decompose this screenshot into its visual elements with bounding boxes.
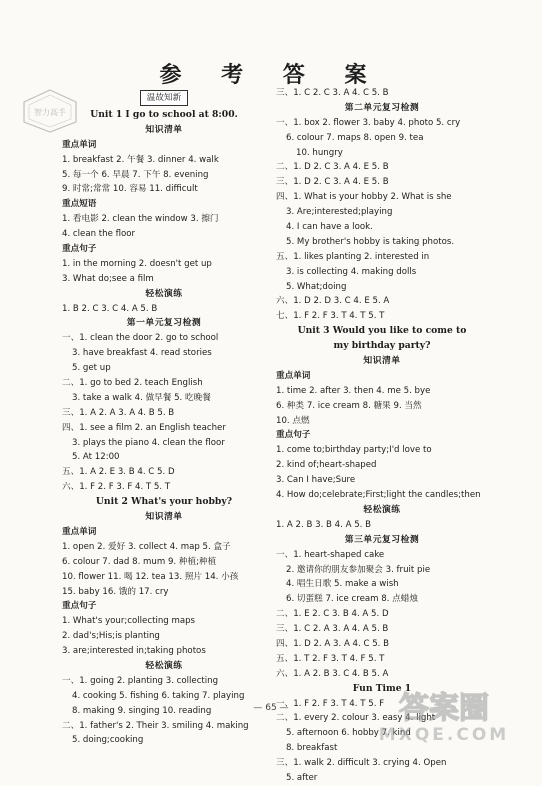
- answer-line: 三、1. C 2. A 3. A 4. A 5. B: [276, 624, 389, 635]
- answer-line: 二、1. D 2. C 3. A 4. E 5. B: [276, 162, 389, 173]
- category-label: 重点句子: [62, 244, 97, 255]
- section-subheading: 第二单元复习检测: [344, 102, 420, 113]
- section-subheading: 知识清单: [145, 124, 183, 135]
- page-title: 参 考 答 案: [159, 62, 383, 88]
- answer-line: 五、1. A 2. E 3. B 4. C 5. D: [62, 467, 175, 478]
- answer-line: 三、1. C 2. C 3. A 4. C 5. B: [276, 88, 389, 98]
- answer-line: 一、1. box 2. flower 3. baby 4. photo 5. cry: [276, 117, 461, 128]
- site-watermark: [350, 684, 538, 746]
- answer-line: 5. after: [286, 772, 318, 783]
- unit-heading: Unit 1 I go to school at 8:00.: [90, 109, 238, 120]
- answer-line: 8. making 9. singing 10. reading: [72, 705, 212, 716]
- answer-line: 六、1. A 2. B 3. C 4. B 5. A: [276, 668, 389, 679]
- answer-line: 4. How do;celebrate;First;light the candles;then: [276, 490, 481, 501]
- answer-line: 四、1. see a film 2. an English teacher: [62, 422, 226, 433]
- answer-line: 三、1. walk 2. difficult 3. crying 4. Open: [276, 758, 447, 769]
- answer-line: 1. What's your;collecting maps: [62, 616, 196, 627]
- answer-line: 3. What do;see a film: [62, 273, 154, 284]
- right-answer-column: [276, 86, 488, 786]
- unit-heading: my birthday party?: [333, 340, 431, 352]
- answer-line: 5. What;doing: [286, 281, 347, 292]
- answer-line: 六、1. D 2. D 3. C 4. E 5. A: [276, 296, 390, 307]
- answer-line: 四、1. What is your hobby 2. What is she: [276, 192, 452, 203]
- answer-line: 三、1. A 2. A 3. A 4. B 5. B: [62, 407, 175, 418]
- answer-line: 二、1. go to bed 2. teach English: [62, 378, 203, 389]
- answer-line: 6. colour 7. dad 8. mum 9. 种植;种植: [62, 556, 217, 567]
- answer-line: 3. plays the piano 4. clean the floor: [72, 437, 225, 448]
- section-subheading: 知识清单: [145, 512, 183, 523]
- section-tag-label: 温故知新: [140, 90, 188, 106]
- answer-line: 一、1. heart-shaped cake: [276, 549, 385, 560]
- category-label: 重点短语: [62, 199, 97, 210]
- section-subheading: 轻松演练: [145, 660, 183, 671]
- answer-line: 5. 每一个 6. 早晨 7. 下午 8. evening: [62, 169, 209, 180]
- svg-text:MXQE.COM: MXQE.COM: [378, 725, 510, 745]
- answer-line: 1. open 2. 爱好 3. collect 4. map 5. 盒子: [62, 541, 231, 552]
- section-subheading: 知识清单: [363, 356, 401, 367]
- answer-line: 一、1. F 2. F 3. T 4. T 5. F: [276, 698, 385, 709]
- answer-line: 二、1. father's 2. Their 3. smiling 4. making: [62, 720, 249, 731]
- left-answer-column: [62, 86, 266, 748]
- answer-line: 一、1. going 2. planting 3. collecting: [62, 675, 219, 686]
- answer-line: 1. come to;birthday party;I'd love to: [276, 445, 432, 456]
- category-label: 重点单词: [62, 526, 97, 537]
- category-label: 重点句子: [62, 601, 97, 612]
- answer-line: 3. Are;interested;playing: [286, 207, 393, 218]
- answer-line: 4. cooking 5. fishing 6. taking 7. playing: [72, 690, 245, 701]
- category-label: 重点单词: [62, 139, 97, 150]
- answer-line: 10. hungry: [296, 147, 343, 158]
- answer-line: 1. breakfast 2. 午餐 3. dinner 4. walk: [62, 154, 219, 165]
- answer-line: 2. 邀请你的朋友参加聚会 3. fruit pie: [286, 564, 431, 575]
- category-label: 重点单词: [276, 370, 311, 381]
- page-number: — 65 —: [253, 703, 289, 713]
- answer-line: 1. in the morning 2. doesn't get up: [62, 258, 212, 269]
- answer-line: 七、1. F 2. F 3. T 4. T 5. T: [276, 311, 385, 322]
- section-subheading: 轻松演练: [363, 504, 401, 515]
- answer-line: 4. I can have a look.: [286, 222, 373, 233]
- answer-line: 3. Can I have;Sure: [276, 475, 356, 486]
- svg-text:答案圈: 答案圈: [399, 691, 489, 726]
- section-subheading: 第一单元复习检测: [126, 318, 202, 329]
- answer-line: 4. clean the floor: [62, 229, 136, 240]
- answer-line: 五、1. T 2. F 3. T 4. F 5. T: [276, 653, 385, 664]
- answer-line: 1. 看电影 2. clean the window 3. 擦门: [62, 214, 219, 225]
- answer-line: 8. breakfast: [286, 743, 338, 754]
- answer-line: 3. are;interested in;taking photos: [62, 646, 206, 657]
- answer-line: 六、1. F 2. F 3. F 4. T 5. T: [62, 482, 171, 493]
- answer-line: 1. B 2. C 3. C 4. A 5. B: [62, 303, 158, 314]
- section-tag: [62, 86, 266, 108]
- section-subheading: 轻松演练: [145, 288, 183, 299]
- category-label: 重点句子: [276, 430, 311, 441]
- answer-line: 4. 唱生日歌 5. make a wish: [286, 579, 399, 590]
- answer-line: 6. 切蛋糕 7. ice cream 8. 点蜡烛: [286, 594, 418, 605]
- answer-line: 15. baby 16. 饿的 17. cry: [62, 586, 169, 597]
- answer-line: 一、1. clean the door 2. go to school: [62, 333, 219, 344]
- answer-line: 9. 时常;常常 10. 容易 11. difficult: [62, 184, 198, 195]
- answer-line: 6. 种类 7. ice cream 8. 糖果 9. 当然: [276, 400, 422, 411]
- answer-line: 5. At 12:00: [72, 452, 120, 463]
- answer-line: 1. A 2. B 3. B 4. A 5. B: [276, 519, 372, 530]
- answer-line: 3. have breakfast 4. read stories: [72, 348, 212, 359]
- answer-line: 1. time 2. after 3. then 4. me 5. bye: [276, 385, 431, 396]
- unit-heading: Fun Time 1: [352, 682, 412, 694]
- unit-heading: Unit 3 Would you like to come to: [297, 325, 467, 337]
- unit-heading: Unit 2 What's your hobby?: [95, 496, 233, 508]
- answer-line: 二、1. E 2. C 3. B 4. A 5. D: [276, 609, 389, 620]
- svg-text:智力高手: 智力高手: [34, 108, 66, 117]
- answer-line: 二、1. every 2. colour 3. easy 4. light: [276, 713, 436, 724]
- answer-line: 五、1. likes planting 2. interested in: [276, 251, 430, 262]
- answer-line: 5. get up: [72, 363, 111, 374]
- answer-line: 5. afternoon 6. hobby 7. kind: [286, 728, 411, 739]
- answer-line: 三、1. D 2. C 3. A 4. E 5. B: [276, 177, 389, 188]
- answer-line: 10. 点燃: [276, 415, 310, 426]
- answer-line: 2. dad's;His;is planting: [62, 631, 160, 642]
- answer-line: 5. doing;cooking: [72, 735, 144, 746]
- answer-line: 6. colour 7. maps 8. open 9. tea: [286, 132, 424, 143]
- answer-line: 四、1. D 2. A 3. A 4. C 5. B: [276, 638, 390, 649]
- section-subheading: 第三单元复习检测: [344, 534, 420, 545]
- answer-line: 2. kind of;heart-shaped: [276, 460, 377, 471]
- answer-line: 3. take a walk 4. 做早餐 5. 吃晚餐: [72, 392, 211, 403]
- answer-line: 10. flower 11. 喝 12. tea 13. 照片 14. 小孩: [62, 571, 239, 582]
- answer-line: 3. is collecting 4. making dolls: [286, 266, 417, 277]
- answer-line: 5. My brother's hobby is taking photos.: [286, 236, 455, 247]
